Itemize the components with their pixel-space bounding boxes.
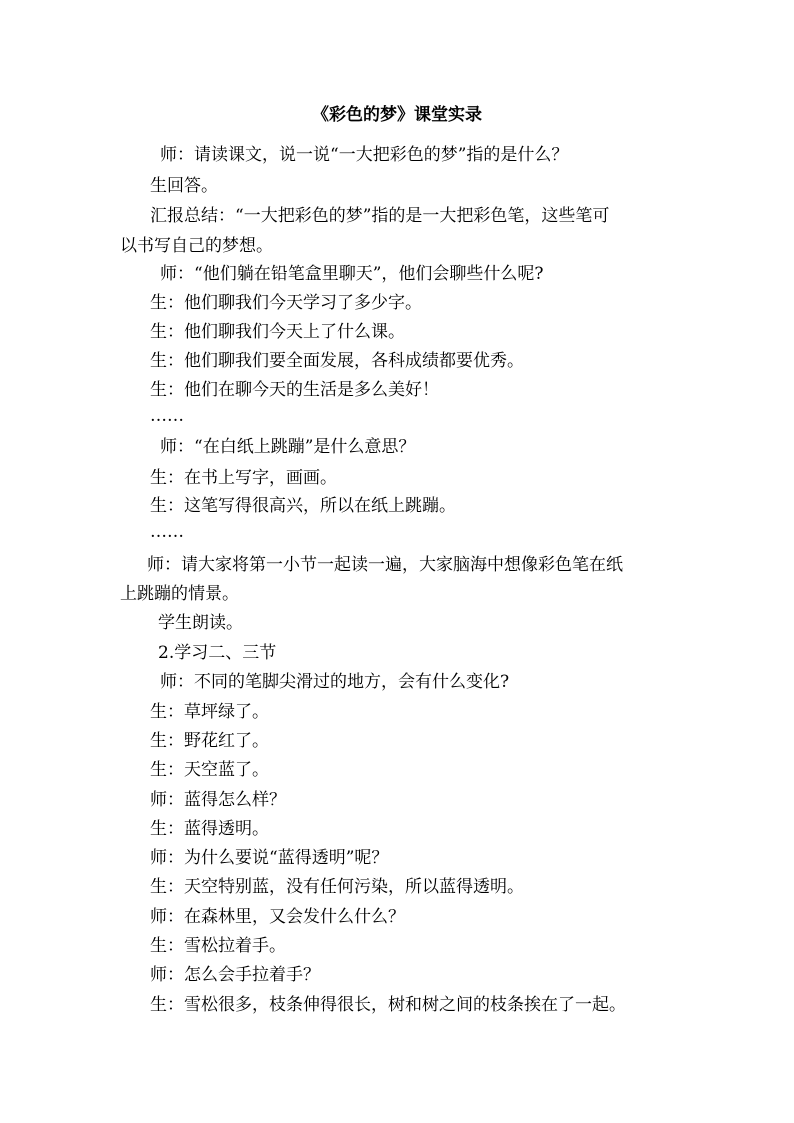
text-line: 生：天空蓝了。 [150,760,269,780]
text-line: 生：蓝得透明。 [150,819,269,839]
ellipsis-line: …… [150,406,184,426]
text-line: 学生朗读。 [158,613,243,633]
section-heading: 2.学习二、三节 [158,643,277,663]
text-line: 生回答。 [150,176,218,196]
text-line: 师：请读课文，说一说“一大把彩色的梦”指的是什么？ [160,145,569,165]
text-line: 师：“他们躺在铅笔盒里聊天”，他们会聊些什么呢? [160,264,544,284]
text-line: 生：在书上写字，画画。 [150,468,337,488]
text-line: 汇报总结：“一大把彩色的梦”指的是一大把彩色笔，这些笔可 [150,206,610,226]
text-line: 师：“在白纸上跳蹦”是什么意思？ [160,437,416,457]
text-line: 师：请大家将第一小节一起读一遍，大家脑海中想像彩色笔在纸 [147,555,623,575]
text-line: 生：他们在聊今天的生活是多么美好！ [150,380,439,400]
text-line: 生：野花红了。 [150,731,269,751]
text-line: 生：雪松拉着手。 [150,936,286,956]
text-line: 师：蓝得怎么样？ [150,790,286,810]
text-line: 生：这笔写得很高兴，所以在纸上跳蹦。 [150,496,456,516]
ellipsis-line: …… [150,522,184,542]
text-line: 师：不同的笔脚尖滑过的地方，会有什么变化? [160,672,510,692]
text-line: 师：在森林里，又会发什么什么？ [150,907,405,927]
text-line: 以书写自己的梦想。 [120,236,273,256]
document-title: 《彩色的梦》课堂实录 [312,105,482,125]
text-line: 生：他们聊我们要全面发展，各科成绩都要优秀。 [150,351,524,371]
text-line: 生：他们聊我们今天上了什么课。 [150,322,405,342]
text-line: 生：他们聊我们今天学习了多少字。 [150,293,422,313]
text-line: 生：雪松很多，枝条伸得很长，树和树之间的枝条挨在了一起。 [150,995,626,1015]
text-line: 生：天空特别蓝，没有任何污染，所以蓝得透明。 [150,877,524,897]
text-line: 师：为什么要说“蓝得透明”呢？ [150,848,389,868]
text-line: 上跳蹦的情景。 [120,584,239,604]
text-line: 师：怎么会手拉着手？ [150,965,320,985]
text-line: 生：草坪绿了。 [150,702,269,722]
